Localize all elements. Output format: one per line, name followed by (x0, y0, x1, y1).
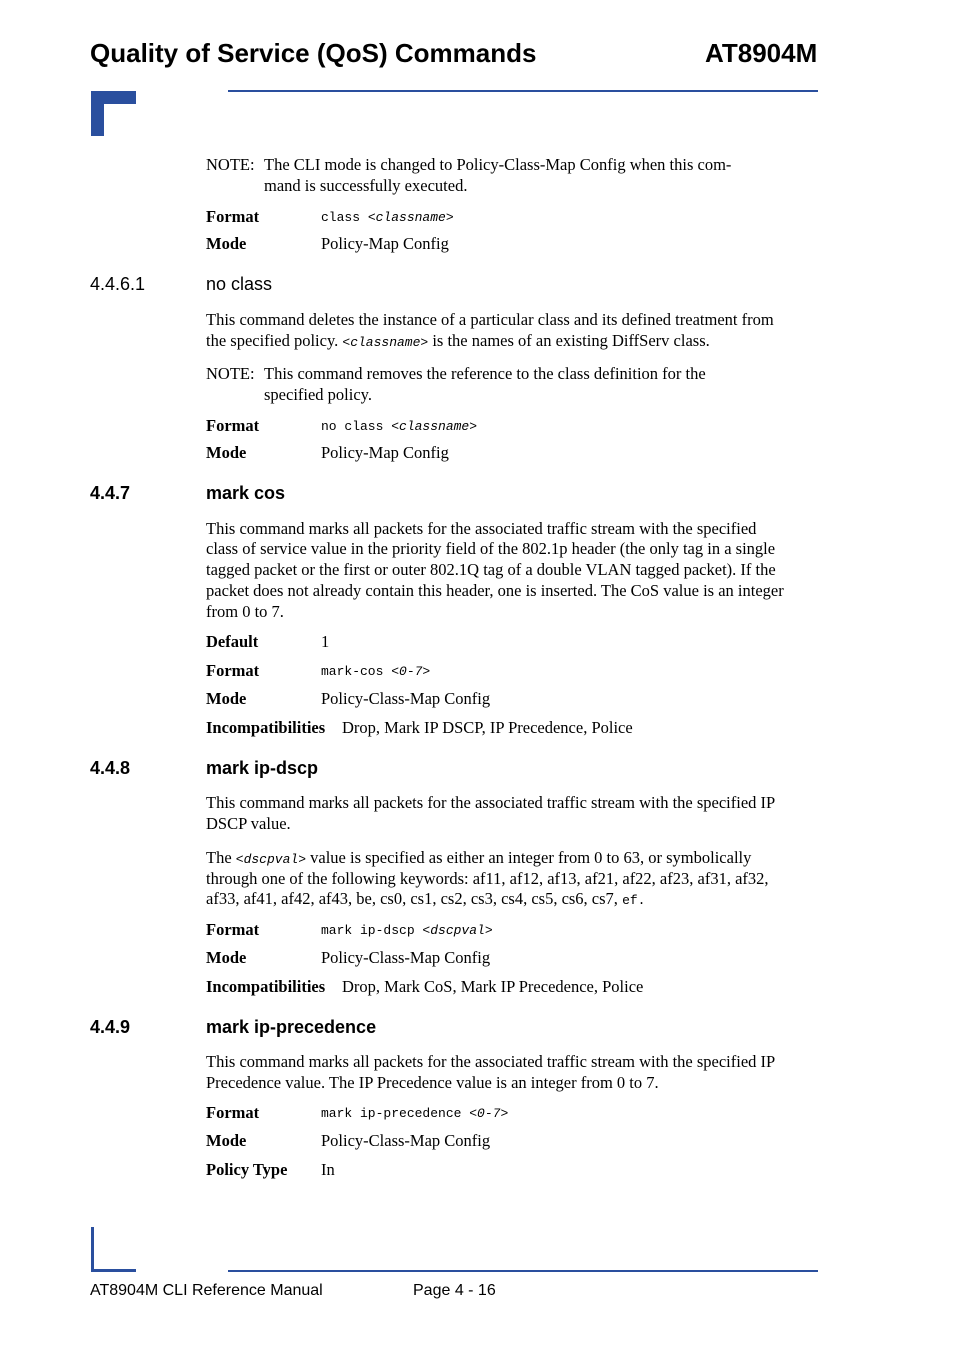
format-argument: <classname> (391, 419, 478, 434)
mode-label: Mode (206, 1131, 247, 1150)
text-run: value is specified as either an integer from 0 to 63, or symbolically (306, 848, 752, 867)
format-keyword: mark ip-precedence (321, 1106, 470, 1121)
format-command (321, 664, 430, 679)
paragraph-line (206, 847, 751, 870)
section-number: 4.4.7 (90, 483, 131, 503)
footer-page-number: Page 4 - 16 (413, 1282, 496, 1299)
text-run: af33, af41, af42, af43, be, cs0, cs1, cs2, cs3, cs4, cs5, cs6, cs7, (206, 889, 623, 908)
format-label: Format (206, 416, 260, 435)
corner-mark-top-vertical (91, 91, 104, 136)
paragraph-line: This command marks all packets for the associated traffic stream with the specified (206, 519, 757, 538)
incompatibilities-label: Incompatibilities (206, 718, 326, 737)
format-argument: <0-7> (391, 664, 431, 679)
section-title: mark ip-precedence (206, 1017, 377, 1037)
note-line: This command removes the reference to the class definition for the (264, 364, 706, 383)
default-label: Default (206, 632, 259, 651)
note-label: NOTE: (206, 364, 255, 383)
intro-note-line1: The CLI mode is changed to Policy-Class-Map Config when this com- (264, 155, 732, 174)
paragraph-line: tagged packet or the first or outer 802.1Q tag of a double VLAN tagged packet). If the (206, 560, 776, 579)
format-argument: <dscpval> (422, 923, 493, 938)
paragraph-line: through one of the following keywords: af11, af12, af13, af21, af22, af23, af31, af32, (206, 869, 769, 888)
paragraph-line (206, 330, 710, 353)
inline-code: <classname> (342, 335, 429, 350)
paragraph-line: Precedence value. The IP Precedence value is an integer from 0 to 7. (206, 1073, 659, 1092)
intro-note-line2: mand is successfully executed. (264, 176, 468, 195)
format-keyword: no class (321, 419, 392, 434)
format-command (321, 1106, 508, 1121)
section-number: 4.4.8 (90, 758, 131, 778)
class-mode-value: Policy-Map Config (321, 234, 449, 253)
default-value: 1 (321, 632, 330, 651)
text-run: The (206, 848, 236, 867)
header-product: AT8904M (705, 38, 818, 68)
format-keyword: class (321, 210, 368, 225)
section-title: mark ip-dscp (206, 758, 319, 778)
text-run: is the names of an existing DiffServ class. (428, 331, 710, 350)
inline-code: ef. (622, 893, 646, 908)
section-number: 4.4.9 (90, 1017, 131, 1037)
paragraph-line: from 0 to 7. (206, 602, 284, 621)
header-title: Quality of Service (QoS) Commands (90, 38, 537, 68)
mode-label: Mode (206, 443, 247, 462)
mode-label: Mode (206, 948, 247, 967)
format-keyword: mark-cos (321, 664, 392, 679)
mode-value: Policy-Class-Map Config (321, 689, 491, 708)
inline-code: <dscpval> (235, 852, 306, 867)
paragraph-line: This command deletes the instance of a particular class and its defined treatment from (206, 310, 774, 329)
class-format-command (321, 210, 454, 225)
class-format-label: Format (206, 207, 260, 226)
mode-label: Mode (206, 689, 247, 708)
format-label: Format (206, 1103, 260, 1122)
mode-value: Policy-Map Config (321, 443, 449, 462)
format-label: Format (206, 661, 260, 680)
section-title: no class (206, 274, 273, 294)
incompatibilities-value: Drop, Mark IP DSCP, IP Precedence, Police (342, 718, 633, 737)
format-command (321, 419, 477, 434)
format-argument: <classname> (367, 210, 454, 225)
header-rule (228, 90, 818, 92)
footer-rule (228, 1270, 818, 1272)
format-command (321, 923, 493, 938)
text-run: the specified policy. (206, 331, 343, 350)
policy-type-label: Policy Type (206, 1160, 288, 1179)
policy-type-value: In (321, 1160, 335, 1179)
paragraph-line: This command marks all packets for the associated traffic stream with the specified IP (206, 793, 776, 812)
section-title: mark cos (206, 483, 286, 503)
incompatibilities-label: Incompatibilities (206, 977, 326, 996)
paragraph-line: class of service value in the priority field of the 802.1p header (the only tag in a single (206, 539, 776, 558)
mode-value: Policy-Class-Map Config (321, 1131, 491, 1150)
paragraph-line: This command marks all packets for the associated traffic stream with the specified IP (206, 1052, 776, 1071)
format-label: Format (206, 920, 260, 939)
incompatibilities-value: Drop, Mark CoS, Mark IP Precedence, Police (342, 977, 644, 996)
paragraph-line: packet does not already contain this header, one is inserted. The CoS value is an integer (206, 581, 784, 600)
class-mode-label: Mode (206, 234, 247, 253)
mode-value: Policy-Class-Map Config (321, 948, 491, 967)
intro-note-label: NOTE: (206, 155, 255, 174)
footer-manual-title: AT8904M CLI Reference Manual (90, 1282, 323, 1299)
format-argument: <0-7> (469, 1106, 509, 1121)
paragraph-line (206, 888, 645, 911)
corner-mark-bottom-vertical (91, 1227, 94, 1272)
paragraph-line: DSCP value. (206, 814, 291, 833)
section-number: 4.4.6.1 (90, 274, 146, 294)
format-keyword: mark ip-dscp (321, 923, 423, 938)
corner-mark-bottom-horizontal (91, 1269, 136, 1272)
note-line: specified policy. (264, 385, 372, 404)
